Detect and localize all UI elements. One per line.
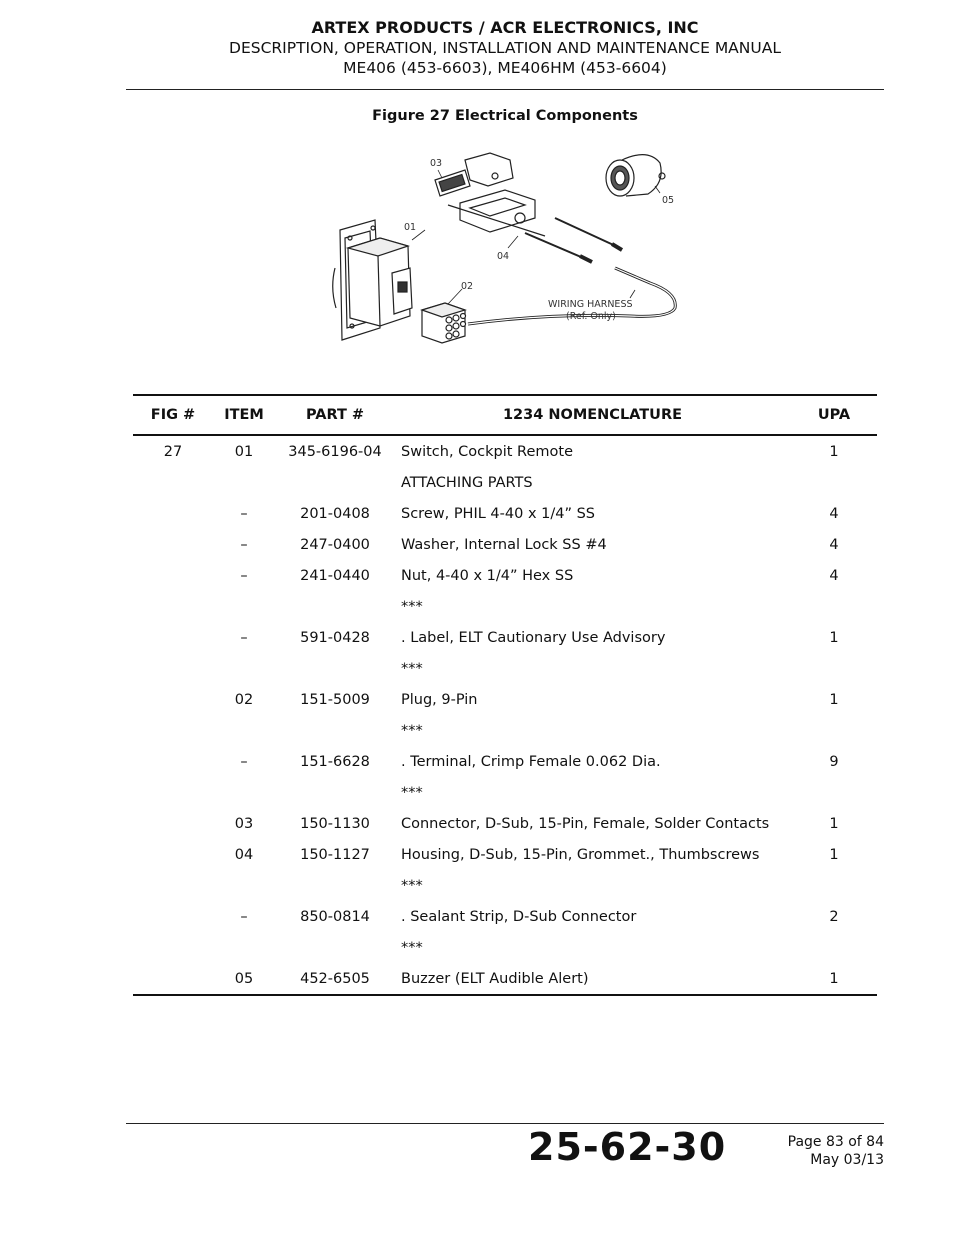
cell-nomenclature: Connector, D-Sub, 15-Pin, Female, Solder Contacts bbox=[401, 815, 770, 832]
cell-nomenclature: Nut, 4-40 x 1/4” Hex SS bbox=[401, 567, 574, 584]
cell-fig bbox=[133, 467, 213, 498]
cell-nomenclature: Washer, Internal Lock SS #4 bbox=[401, 536, 607, 553]
cell-item bbox=[213, 777, 275, 808]
table-row bbox=[133, 870, 877, 901]
cell-nomenclature: *** bbox=[401, 877, 423, 894]
table-row bbox=[133, 529, 877, 560]
cell-item bbox=[213, 591, 275, 622]
cell-part: 247-0400 bbox=[300, 536, 370, 553]
table-body bbox=[133, 435, 877, 995]
cell-fig bbox=[133, 560, 213, 591]
cell-part: 591-0428 bbox=[300, 629, 370, 646]
cell-upa bbox=[791, 870, 877, 901]
cell-item bbox=[213, 932, 275, 963]
cell-nomenclature: *** bbox=[401, 939, 423, 956]
cell-part bbox=[275, 777, 395, 808]
cell-nomenclature: Plug, 9-Pin bbox=[401, 691, 478, 708]
header-upa: UPA bbox=[791, 395, 877, 435]
cell-part bbox=[275, 591, 395, 622]
callout-harness-ref: (Ref. Only) bbox=[566, 311, 616, 322]
cell-fig bbox=[133, 777, 213, 808]
cell-part bbox=[275, 715, 395, 746]
cell-part: 151-6628 bbox=[300, 753, 370, 770]
cell-item: – bbox=[240, 753, 248, 770]
cell-fig bbox=[133, 529, 213, 560]
cell-item bbox=[213, 870, 275, 901]
table-row bbox=[133, 715, 877, 746]
table-row bbox=[133, 901, 877, 932]
page-info bbox=[788, 1133, 884, 1169]
header-item: ITEM bbox=[213, 395, 275, 435]
cell-upa: 2 bbox=[829, 908, 839, 925]
cell-item: – bbox=[240, 908, 248, 925]
cell-nomenclature: *** bbox=[401, 722, 423, 739]
cell-fig bbox=[133, 653, 213, 684]
cell-item: 02 bbox=[234, 691, 254, 708]
manual-title: DESCRIPTION, OPERATION, INSTALLATION AND MAINTENANCE MANUAL bbox=[229, 39, 781, 57]
cell-upa bbox=[791, 715, 877, 746]
cell-part: 452-6505 bbox=[275, 963, 395, 995]
cell-item bbox=[213, 467, 275, 498]
table-row bbox=[133, 808, 877, 839]
cell-upa: 9 bbox=[829, 753, 839, 770]
document-number: 25-62-30 bbox=[528, 1125, 727, 1169]
cell-upa bbox=[791, 777, 877, 808]
cell-upa: 1 bbox=[829, 815, 839, 832]
callout-harness-label: WIRING HARNESS bbox=[548, 299, 633, 310]
cell-part bbox=[275, 870, 395, 901]
cell-item: – bbox=[240, 505, 248, 522]
cell-nomenclature: . Terminal, Crimp Female 0.062 Dia. bbox=[401, 753, 661, 770]
table-row bbox=[133, 591, 877, 622]
cell-nomenclature: *** bbox=[401, 784, 423, 801]
cell-fig bbox=[133, 684, 213, 715]
cell-fig bbox=[133, 746, 213, 777]
company-name: ARTEX PRODUCTS / ACR ELECTRONICS, INC bbox=[311, 18, 699, 37]
cell-part: 150-1130 bbox=[300, 815, 370, 832]
cell-nomenclature: ATTACHING PARTS bbox=[401, 474, 533, 491]
cell-upa: 4 bbox=[829, 567, 839, 584]
table-header-row bbox=[133, 395, 877, 435]
callout-04: 04 bbox=[497, 251, 510, 262]
cell-upa: 1 bbox=[829, 443, 839, 460]
cell-nomenclature: *** bbox=[401, 598, 423, 615]
cell-part: 151-5009 bbox=[300, 691, 370, 708]
table-row bbox=[133, 839, 877, 870]
table-row bbox=[133, 467, 877, 498]
cell-nomenclature: . Sealant Strip, D-Sub Connector bbox=[401, 908, 637, 925]
cell-upa: 4 bbox=[829, 505, 839, 522]
cell-upa bbox=[791, 653, 877, 684]
cell-part bbox=[275, 653, 395, 684]
model-numbers: ME406 (453-6603), ME406HM (453-6604) bbox=[343, 59, 667, 77]
table-row bbox=[133, 777, 877, 808]
page-header bbox=[0, 18, 954, 78]
cell-item: – bbox=[240, 536, 248, 553]
table-row bbox=[133, 932, 877, 963]
cell-part: 201-0408 bbox=[300, 505, 370, 522]
cell-upa: 1 bbox=[829, 629, 839, 646]
cell-part: 850-0814 bbox=[300, 908, 370, 925]
cell-upa: 1 bbox=[829, 691, 839, 708]
table-row bbox=[133, 622, 877, 653]
cell-upa bbox=[791, 932, 877, 963]
cell-fig bbox=[133, 622, 213, 653]
cell-part: 241-0440 bbox=[300, 567, 370, 584]
cell-fig: 27 bbox=[163, 443, 183, 460]
cell-fig bbox=[133, 839, 213, 870]
table-row bbox=[133, 498, 877, 529]
cell-part bbox=[275, 467, 395, 498]
cell-upa: 4 bbox=[829, 536, 839, 553]
header-divider bbox=[126, 89, 884, 90]
callout-02: 02 bbox=[461, 281, 474, 292]
cell-nomenclature: Housing, D-Sub, 15-Pin, Grommet., Thumbscrews bbox=[401, 846, 760, 863]
cell-item: 01 bbox=[234, 443, 254, 460]
table-row bbox=[133, 435, 877, 467]
callout-01: 01 bbox=[404, 222, 417, 233]
callout-03: 03 bbox=[430, 158, 443, 169]
table-row bbox=[133, 653, 877, 684]
page-number: Page 83 of 84 bbox=[787, 1134, 884, 1150]
cell-part: 150-1127 bbox=[300, 846, 370, 863]
cell-fig bbox=[133, 808, 213, 839]
cell-fig bbox=[133, 870, 213, 901]
cell-nomenclature: Switch, Cockpit Remote bbox=[401, 443, 573, 460]
callout-05: 05 bbox=[662, 195, 675, 206]
header-fig: FIG # bbox=[133, 395, 213, 435]
cell-item: – bbox=[240, 629, 248, 646]
cell-item: 05 bbox=[213, 963, 275, 995]
table-row bbox=[133, 963, 877, 995]
header-nomenclature: 1234 NOMENCLATURE bbox=[395, 395, 791, 435]
cell-fig bbox=[133, 715, 213, 746]
cell-nomenclature: Buzzer (ELT Audible Alert) bbox=[395, 963, 791, 995]
cell-item: 04 bbox=[234, 846, 254, 863]
table-row bbox=[133, 684, 877, 715]
cell-part: 345-6196-04 bbox=[288, 443, 382, 460]
cell-item: 03 bbox=[234, 815, 254, 832]
cell-nomenclature: *** bbox=[401, 660, 423, 677]
figure-title: Figure 27 Electrical Components bbox=[372, 108, 638, 124]
cell-fig bbox=[133, 963, 213, 995]
cell-fig bbox=[133, 498, 213, 529]
electrical-components-drawing bbox=[330, 148, 690, 348]
cell-upa bbox=[791, 467, 877, 498]
table-row bbox=[133, 746, 877, 777]
cell-item bbox=[213, 653, 275, 684]
cell-fig bbox=[133, 591, 213, 622]
cell-upa: 1 bbox=[791, 963, 877, 995]
table-row bbox=[133, 560, 877, 591]
cell-fig bbox=[133, 901, 213, 932]
cell-part bbox=[275, 932, 395, 963]
footer-divider bbox=[126, 1123, 884, 1124]
revision-date: May 03/13 bbox=[810, 1152, 884, 1168]
header-part: PART # bbox=[275, 395, 395, 435]
cell-upa bbox=[791, 591, 877, 622]
cell-nomenclature: Screw, PHIL 4-40 x 1/4” SS bbox=[401, 505, 596, 522]
cell-item: – bbox=[240, 567, 248, 584]
cell-fig bbox=[133, 932, 213, 963]
cell-nomenclature: . Label, ELT Cautionary Use Advisory bbox=[401, 629, 666, 646]
cell-item bbox=[213, 715, 275, 746]
cell-upa: 1 bbox=[829, 846, 839, 863]
parts-list-table bbox=[133, 394, 877, 996]
